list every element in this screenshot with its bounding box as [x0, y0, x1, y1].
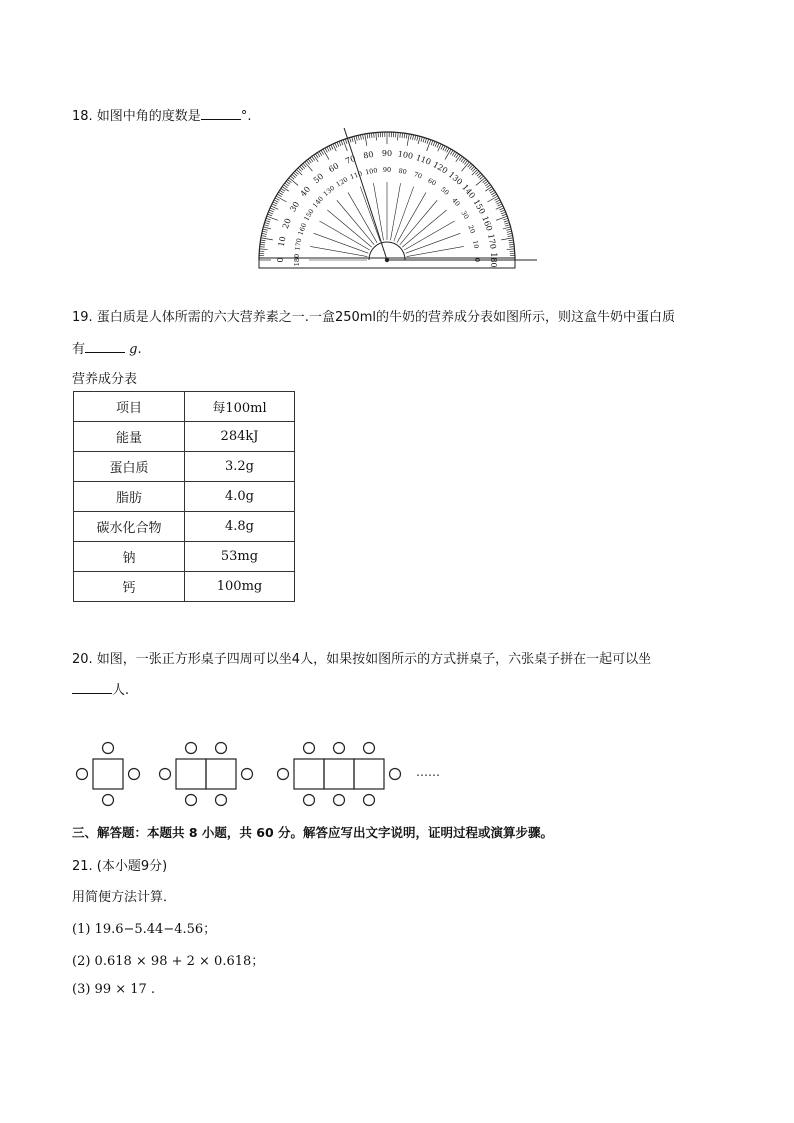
protractor-tick [327, 147, 329, 151]
table-square [294, 759, 324, 789]
protractor-tick [509, 247, 514, 248]
protractor-inner-label: 60 [426, 176, 438, 188]
protractor-tick [499, 208, 504, 210]
protractor-tick [329, 146, 331, 150]
protractor-radial-line [390, 183, 400, 240]
protractor-outer-label: 70 [344, 153, 357, 166]
q20-line2 [72, 679, 129, 698]
protractor-tick [504, 220, 509, 222]
seat-circle [278, 769, 289, 780]
protractor-tick [262, 233, 267, 234]
table-header-cell: 每100ml [185, 392, 295, 422]
protractor-tick [427, 140, 431, 151]
protractor-tick [335, 143, 337, 148]
q20-suffix: 人. [112, 683, 130, 698]
protractor-tick [472, 168, 475, 172]
protractor-tick [423, 138, 424, 143]
protractor-tick [456, 154, 459, 158]
protractor-tick [260, 244, 265, 245]
seat-circle [216, 795, 227, 806]
protractor-tick [503, 227, 511, 229]
protractor-tick [478, 174, 482, 177]
protractor-tick [263, 229, 268, 230]
protractor-inner-label: 180 [293, 253, 301, 267]
protractor-tick [461, 158, 464, 162]
protractor-tick [477, 173, 481, 176]
protractor-tick [443, 146, 445, 150]
protractor-outer-label: 140 [460, 182, 477, 201]
q19-line1 [72, 306, 675, 325]
protractor-tick [285, 183, 289, 186]
protractor-tick [354, 136, 356, 144]
protractor-tick [315, 154, 318, 158]
protractor-tick [314, 155, 319, 162]
protractor-outer-label: 150 [471, 197, 487, 216]
protractor-tick [475, 171, 479, 174]
protractor-outer-label: 170 [486, 233, 498, 250]
protractor-tick [406, 134, 407, 139]
protractor-tick [490, 190, 494, 193]
protractor-outer-label: 30 [288, 200, 302, 214]
protractor-tick [303, 163, 306, 167]
seat-circle [364, 795, 375, 806]
protractor-tick [471, 166, 474, 170]
protractor-tick [261, 240, 266, 241]
protractor-tick [500, 210, 505, 212]
protractor-outer-label: 80 [362, 149, 375, 161]
table-header-row [74, 392, 295, 422]
protractor-radial-line [394, 187, 414, 242]
protractor-tick [397, 132, 398, 140]
protractor-radial-line [314, 233, 369, 253]
seat-circle [334, 795, 345, 806]
table-cell-item: 碳水化合物 [74, 512, 185, 542]
protractor-tick [402, 133, 403, 138]
protractor-outer-label: 120 [431, 160, 450, 176]
protractor-tick [507, 249, 515, 250]
protractor-inner-label: 70 [412, 170, 424, 181]
protractor-tick [312, 156, 315, 160]
q20-answer-blank[interactable] [72, 682, 112, 694]
q20-line1 [72, 648, 651, 667]
seat-circle [160, 769, 171, 780]
protractor-tick [410, 134, 411, 139]
table-cell-value: 4.8g [185, 512, 295, 542]
q19-answer-blank[interactable] [85, 341, 125, 353]
protractor-tick [270, 208, 275, 210]
protractor-tick [266, 218, 271, 220]
protractor-inner-label: 140 [310, 194, 326, 210]
q20-stem: 20. 如图，一张正方形桌子四周可以坐4人，如果按如图所示的方式拼桌子，六张桌子拼在一起可以坐 [72, 652, 652, 667]
protractor-outer-label: 160 [480, 214, 494, 233]
protractor-tick [413, 135, 414, 140]
protractor-radial-line [404, 221, 454, 250]
protractor-tick [371, 133, 372, 138]
ellipsis-text: …… [416, 765, 440, 779]
protractor-tick [264, 225, 269, 226]
q21-item-1: (1) 19.6−5.44−4.56； [72, 922, 217, 937]
protractor-tick [274, 200, 278, 202]
protractor-tick [431, 141, 433, 146]
nutrition-table [73, 391, 295, 602]
protractor-tick [356, 136, 357, 141]
protractor-tick [374, 133, 375, 138]
protractor-tick [369, 133, 370, 138]
protractor-tick [267, 216, 278, 220]
protractor-tick [268, 214, 273, 216]
protractor-tick [435, 142, 437, 147]
protractor-tick [492, 194, 496, 197]
seat-circle [103, 795, 114, 806]
table-cell-value: 53mg [185, 542, 295, 572]
protractor-radial-line [310, 246, 367, 256]
seat-circle [390, 769, 401, 780]
protractor-tick [352, 137, 353, 142]
protractor-tick [485, 183, 489, 186]
seat-circle [304, 795, 315, 806]
protractor-tick [441, 145, 443, 149]
protractor-tick [503, 218, 508, 220]
protractor-tick [507, 231, 512, 232]
protractor-inner-label: 10 [470, 239, 481, 250]
protractor-inner-label: 90 [382, 166, 392, 174]
protractor-outer-label: 50 [311, 171, 326, 186]
tables-seating-figure [70, 738, 450, 810]
protractor-tick [298, 168, 301, 172]
protractor-outer-label: 20 [280, 217, 293, 230]
protractor-tick [496, 200, 500, 202]
table-square [93, 759, 123, 789]
protractor-inner-label: 30 [459, 209, 471, 221]
q18-suffix: °. [240, 109, 252, 124]
protractor-tick [484, 181, 488, 184]
seat-circle [77, 769, 88, 780]
protractor-radial-line [319, 221, 369, 250]
protractor-tick [319, 151, 322, 155]
protractor-tick [404, 133, 405, 138]
table-square [324, 759, 354, 789]
protractor-tick [505, 223, 510, 224]
protractor-tick [463, 159, 466, 163]
table-square [176, 759, 206, 789]
protractor-tick [261, 238, 273, 240]
protractor-tick [339, 141, 341, 146]
protractor-tick [321, 150, 324, 154]
protractor-inner-label: 0 [473, 257, 481, 263]
protractor-tick [268, 212, 273, 214]
protractor-tick [487, 185, 491, 188]
protractor-tick [292, 174, 296, 177]
protractor-radial-line [360, 187, 380, 242]
table-header-cell: 项目 [74, 392, 185, 422]
protractor-tick [345, 139, 347, 144]
protractor-outer-label: 110 [414, 153, 433, 167]
q19-line2 [72, 338, 142, 357]
seat-circle [129, 769, 140, 780]
protractor-tick [317, 153, 320, 157]
protractor-inner-label: 40 [450, 196, 462, 208]
protractor-inner-label: 80 [397, 166, 408, 177]
protractor-center-arc [369, 242, 405, 260]
protractor-tick [489, 188, 493, 191]
protractor-tick [417, 136, 418, 141]
protractor-outer-label: 180 [489, 252, 498, 268]
protractor-tick [501, 238, 513, 240]
protractor-tick [259, 249, 267, 250]
seat-circle [242, 769, 253, 780]
protractor-tick [308, 159, 311, 163]
protractor-tick [265, 220, 270, 222]
protractor-outer-label: 90 [381, 149, 393, 158]
protractor-tick [437, 143, 439, 148]
protractor-tick [273, 202, 277, 204]
protractor-tick [421, 137, 422, 142]
seat-circle [216, 743, 227, 754]
protractor-tick [310, 158, 313, 162]
table-row [74, 572, 295, 602]
seat-circle [364, 743, 375, 754]
protractor-inner-label: 120 [334, 175, 350, 189]
q21-item-2: (2) 0.618 × 98 + 2 × 0.618； [72, 954, 265, 969]
seat-circle [186, 743, 197, 754]
angle-ray-slanted [344, 128, 387, 260]
protractor-tick [501, 212, 506, 214]
protractor-tick [407, 134, 409, 146]
protractor-tick [445, 147, 447, 151]
table-cell-item: 钠 [74, 542, 185, 572]
protractor-tick [272, 204, 276, 206]
protractor-tick [288, 179, 292, 182]
protractor-tick [262, 231, 267, 232]
protractor-tick [427, 139, 429, 144]
protractor-tick [376, 132, 377, 140]
protractor-tick [418, 136, 420, 144]
protractor-outer-label: 0 [276, 257, 285, 263]
protractor-tick [260, 247, 265, 248]
protractor-tick [265, 223, 270, 224]
protractor-tick [360, 135, 361, 140]
protractor-inner-label: 110 [349, 169, 364, 182]
protractor-tick [358, 135, 359, 140]
protractor-figure [250, 128, 540, 273]
protractor-tick [425, 138, 427, 143]
seat-circle [103, 743, 114, 754]
protractor-outer-label: 100 [397, 149, 414, 161]
protractor-inner-label: 130 [321, 183, 337, 199]
protractor-tick [464, 161, 467, 165]
protractor-tick [341, 141, 343, 146]
protractor-tick [260, 242, 265, 243]
table-row [74, 452, 295, 482]
protractor-tick [277, 194, 281, 197]
table-row [74, 512, 295, 542]
section-heading: 三、解答题：本题共 8 小题，共 60 分。解答应写出文字说明，证明过程或演算步骤。 [72, 825, 554, 840]
protractor-tick [469, 165, 472, 169]
q18-prefix: 18. 如图中角的度数是 [72, 109, 201, 124]
seat-circle [186, 795, 197, 806]
protractor-tick [400, 133, 401, 138]
protractor-inner-label: 100 [364, 166, 379, 177]
protractor-tick [468, 163, 471, 167]
protractor-inner-label: 150 [302, 207, 316, 223]
protractor-tick [286, 181, 290, 184]
protractor-tick [296, 169, 302, 175]
table-cell-value: 100mg [185, 572, 295, 602]
protractor-tick [282, 187, 289, 192]
protractor-tick [508, 240, 513, 241]
table-cell-item: 脂肪 [74, 482, 185, 512]
protractor-tick [472, 169, 478, 175]
protractor-tick [502, 214, 507, 216]
protractor-tick [283, 185, 287, 188]
protractor-tick [337, 142, 339, 147]
protractor-tick [507, 233, 512, 234]
protractor-radial-line [348, 192, 377, 242]
protractor-tick [280, 190, 284, 193]
seat-circle [304, 743, 315, 754]
protractor-tick [454, 153, 457, 157]
protractor-tick [331, 145, 333, 149]
protractor-tick [263, 227, 271, 229]
seat-circle [334, 743, 345, 754]
protractor-tick [483, 179, 487, 182]
protractor-tick [497, 202, 501, 204]
q19-end: . [137, 342, 142, 357]
q21-title: 21. (本小题9分) [72, 859, 168, 874]
protractor-tick [325, 148, 327, 152]
q19-unit: g [129, 342, 138, 357]
protractor-tick [447, 148, 449, 152]
protractor-tick [509, 244, 514, 245]
protractor-tick [363, 134, 364, 139]
table-cell-item: 钙 [74, 572, 185, 602]
protractor-radial-line [397, 192, 426, 242]
protractor-tick [452, 151, 455, 155]
protractor-outer-label: 40 [298, 184, 313, 199]
protractor-tick [343, 140, 347, 151]
protractor-radial-line [373, 183, 383, 240]
protractor-tick [293, 173, 297, 176]
protractor-tick [450, 150, 453, 154]
protractor-inner-label: 50 [439, 185, 451, 197]
q18-answer-blank[interactable] [201, 108, 241, 120]
protractor-tick [509, 242, 514, 243]
protractor-tick [290, 176, 294, 179]
protractor-tick [485, 187, 492, 192]
protractor-outer-label: 60 [327, 161, 341, 175]
protractor-tick [498, 204, 502, 206]
protractor-tick [281, 188, 285, 191]
protractor-inner-label: 160 [296, 222, 309, 237]
protractor-tick [495, 198, 499, 200]
table-row [74, 542, 295, 572]
table-cell-value: 284kJ [185, 422, 295, 452]
table-square [354, 759, 384, 789]
protractor-inner-label: 20 [466, 223, 477, 235]
protractor-tick [301, 165, 304, 169]
protractor-tick [508, 236, 513, 237]
protractor-radial-line [407, 246, 464, 256]
protractor-tick [480, 176, 484, 179]
protractor-inner-label: 170 [293, 237, 304, 252]
protractor-tick [300, 166, 303, 170]
protractor-tick [275, 198, 279, 200]
table-row [74, 422, 295, 452]
table-cell-item: 蛋白质 [74, 452, 185, 482]
protractor-tick [295, 171, 299, 174]
protractor-outer-label: 10 [276, 235, 288, 248]
protractor-tick [505, 225, 510, 226]
protractor-tick [506, 229, 511, 230]
protractor-tick [269, 210, 274, 212]
q18-text [72, 105, 251, 124]
q19-prefix: 有 [72, 342, 86, 357]
table-cell-value: 4.0g [185, 482, 295, 512]
protractor-tick [456, 155, 461, 162]
protractor-radial-line [406, 233, 461, 253]
protractor-outer-label: 130 [446, 170, 465, 187]
protractor-tick [367, 134, 368, 139]
protractor-tick [415, 135, 416, 140]
nutrition-table-caption: 营养成分表 [72, 372, 138, 387]
q21-instruction: 用简便方法计算． [72, 890, 177, 905]
table-cell-value: 3.2g [185, 452, 295, 482]
q21-item-3: (3) 99 × 17 . [72, 982, 156, 997]
table-square [206, 759, 236, 789]
q19-stem: 19. 蛋白质是人体所需的六大营养素之一.一盒250ml的牛奶的营养成分表如图所示，则这盒牛奶中蛋白质 [72, 310, 676, 325]
protractor-tick [496, 216, 507, 220]
protractor-tick [433, 141, 435, 146]
protractor-tick [350, 138, 351, 143]
table-cell-item: 能量 [74, 422, 185, 452]
protractor-tick [365, 134, 367, 146]
protractor-tick [278, 192, 282, 195]
table-row [74, 482, 295, 512]
protractor-tick [491, 192, 495, 195]
protractor-tick [306, 161, 309, 165]
protractor-tick [459, 156, 462, 160]
protractor-tick [261, 236, 266, 237]
